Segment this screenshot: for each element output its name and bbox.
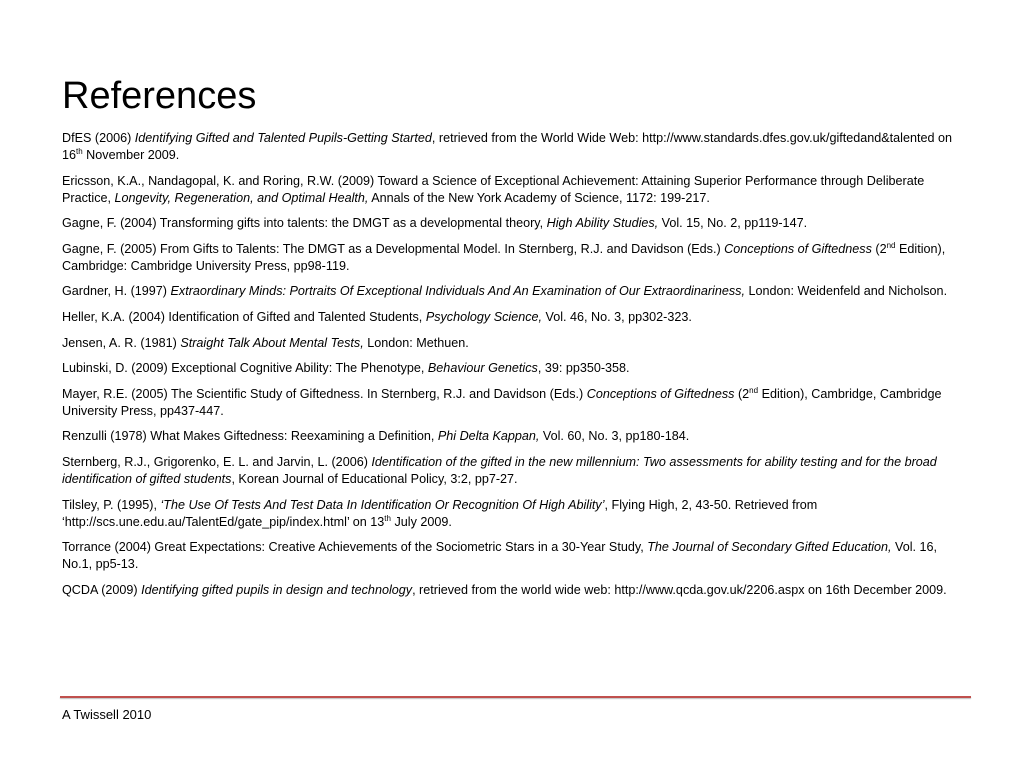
reference-text: , Flying High, 2, 43-50. Retrieved from ‘http://scs.une.edu.au/TalentEd/gate_pip/index.html’ on 13 xyxy=(62,497,818,529)
reference-text: Gagne, F. (2005) From Gifts to Talents: The DMGT as a Developmental Model. In Sternberg, R.J. and Davidson (Eds.) xyxy=(62,241,725,256)
reference-item xyxy=(62,539,967,573)
reference-text: Lubinski, D. (2009) Exceptional Cognitive Ability: The Phenotype, xyxy=(62,361,428,376)
reference-text: Annals of the New York Academy of Science, 1172: 199-217. xyxy=(368,190,710,205)
reference-item xyxy=(62,309,967,326)
reference-text: London: Methuen. xyxy=(363,335,469,350)
reference-text: , retrieved from the world wide web: http://www.qcda.gov.uk/2206.aspx on 16th December 2009. xyxy=(412,582,947,597)
reference-text: Gardner, H. (1997) xyxy=(62,284,171,299)
reference-item xyxy=(62,497,967,531)
reference-item xyxy=(62,241,967,275)
reference-italic-text: Straight Talk About Mental Tests, xyxy=(180,335,364,350)
reference-text: (2 xyxy=(871,241,887,256)
reference-text: Edition), Cambridge: Cambridge University Press, pp98-119. xyxy=(62,241,946,273)
reference-text: Vol. 60, No. 3, pp180-184. xyxy=(539,429,690,444)
reference-item xyxy=(62,386,967,420)
reference-superscript: nd xyxy=(749,385,759,395)
reference-superscript: nd xyxy=(886,240,896,250)
reference-text: DfES (2006) xyxy=(62,131,135,145)
reference-text: (2 xyxy=(734,386,750,401)
reference-text: Gagne, F. (2004) Transforming gifts into talents: the DMGT as a developmental theory, xyxy=(62,216,547,231)
reference-text: Mayer, R.E. (2005) The Scientific Study of Giftedness. In Sternberg, R.J. and Davidson (Eds.) xyxy=(62,386,587,401)
reference-text: Vol. 15, No. 2, pp119-147. xyxy=(658,216,808,231)
reference-item xyxy=(62,173,967,207)
reference-italic-text: High Ability Studies, xyxy=(546,216,659,231)
reference-item xyxy=(62,428,967,445)
reference-item xyxy=(62,360,967,377)
footer-author: A Twissell 2010 xyxy=(62,707,152,722)
reference-text: Vol. 16, No.1, pp5-13. xyxy=(62,540,938,572)
reference-text: , 39: pp350-358. xyxy=(537,361,630,376)
reference-item xyxy=(62,335,967,352)
reference-italic-text: Psychology Science, xyxy=(425,309,543,324)
reference-text: Heller, K.A. (2004) Identification of Gifted and Talented Students, xyxy=(62,309,426,324)
reference-item xyxy=(62,215,967,232)
reference-text: July 2009. xyxy=(390,514,452,529)
reference-italic-text: Phi Delta Kappan, xyxy=(437,429,540,444)
reference-text: Renzulli (1978) What Makes Giftedness: Reexamining a Definition, xyxy=(62,429,438,444)
reference-item xyxy=(62,454,967,488)
footer-divider xyxy=(60,696,971,698)
reference-italic-text: Longevity, Regeneration, and Optimal Health, xyxy=(114,190,369,205)
reference-superscript: th xyxy=(384,513,391,523)
reference-text: London: Weidenfeld and Nicholson. xyxy=(744,284,948,299)
reference-text: , retrieved from the World Wide Web: http://www.standards.dfes.gov.uk/giftedand&talented on 16 xyxy=(62,131,952,162)
reference-italic-text: Conceptions of Giftedness xyxy=(586,386,735,401)
reference-text: Jensen, A. R. (1981) xyxy=(62,335,181,350)
reference-italic-text: The Journal of Secondary Gifted Education, xyxy=(647,540,892,555)
reference-text: , Korean Journal of Educational Policy, 3:2, pp7-27. xyxy=(231,471,518,486)
reference-text: Vol. 46, No. 3, pp302-323. xyxy=(542,309,692,324)
reference-text: Torrance (2004) Great Expectations: Creative Achievements of the Sociometric Stars in a 30-Year Study, xyxy=(62,540,648,555)
reference-italic-text: Conceptions of Giftedness xyxy=(724,241,872,256)
page-title: References xyxy=(62,75,257,117)
reference-text: QCDA (2009) xyxy=(62,582,142,597)
reference-text: November 2009. xyxy=(82,148,180,162)
reference-item xyxy=(62,130,967,164)
reference-superscript: th xyxy=(76,146,83,156)
reference-italic-text: Identifying Gifted and Talented Pupils-Getting Started xyxy=(134,131,432,145)
reference-text: Ericsson, K.A., Nandagopal, K. and Roring, R.W. (2009) Toward a Science of Exceptional Achievement: Attaining Superior Performance through Deliberate Practice, xyxy=(62,173,925,205)
reference-text: Sternberg, R.J., Grigorenko, E. L. and Jarvin, L. (2006) xyxy=(62,454,372,469)
reference-italic-text: ‘The Use Of Tests And Test Data In Identification Or Recognition Of High Ability’ xyxy=(160,497,605,512)
reference-italic-text: Identification of the gifted in the new millennium: Two assessments for ability testing and for the broad identification of gifted students xyxy=(62,454,937,486)
reference-italic-text: Identifying gifted pupils in design and technology xyxy=(141,582,413,597)
reference-italic-text: Extraordinary Minds: Portraits Of Exceptional Individuals And An Examination of Our Extraordinariness, xyxy=(170,284,745,299)
reference-italic-text: Behaviour Genetics xyxy=(427,361,538,376)
reference-text: Edition), Cambridge, Cambridge University Press, pp437-447. xyxy=(62,386,942,418)
reference-list xyxy=(62,130,967,607)
reference-text: Tilsley, P. (1995), xyxy=(62,497,161,512)
reference-item xyxy=(62,582,967,599)
reference-item xyxy=(62,283,967,300)
